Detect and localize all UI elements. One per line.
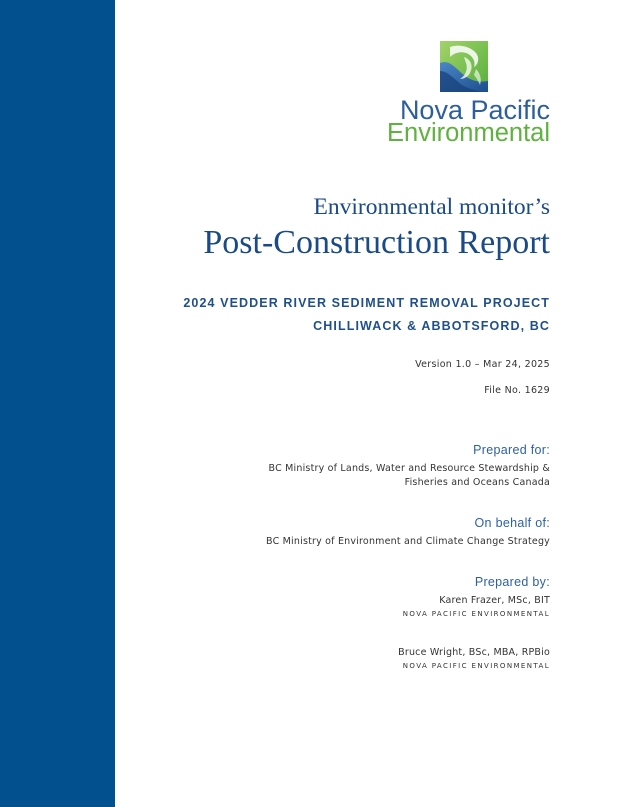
report-subtitle: Environmental monitor’s <box>313 194 550 220</box>
prepared-by-heading: Prepared by: <box>474 575 550 589</box>
prepared-for-line1: BC Ministry of Lands, Water and Resource Stewardship & <box>268 463 550 474</box>
prepared-for-heading: Prepared for: <box>473 443 550 457</box>
on-behalf-of-line1: BC Ministry of Environment and Climate Change Strategy <box>266 536 550 547</box>
project-name: 2024 VEDDER RIVER SEDIMENT REMOVAL PROJECT <box>183 296 550 310</box>
prepared-for-line2: Fisheries and Oceans Canada <box>404 477 550 488</box>
author-organization: NOVA PACIFIC ENVIRONMENTAL <box>402 662 550 670</box>
salmon-leaf-logo-icon <box>440 41 488 92</box>
version-date: Version 1.0 – Mar 24, 2025 <box>415 359 550 370</box>
sidebar-band <box>0 0 115 807</box>
author-name: Bruce Wright, BSc, MBA, RPBio <box>398 647 550 658</box>
logo-wordmark-line1: Nova Pacific <box>399 95 550 125</box>
file-number: File No. 1629 <box>484 385 550 396</box>
author-organization: NOVA PACIFIC ENVIRONMENTAL <box>402 610 550 618</box>
report-title: Post-Construction Report <box>203 224 550 261</box>
project-location: CHILLIWACK & ABBOTSFORD, BC <box>313 319 550 333</box>
author-name: Karen Frazer, MSc, BIT <box>439 595 550 606</box>
logo-wordmark-line2: Environmental <box>387 119 550 147</box>
on-behalf-of-heading: On behalf of: <box>474 516 550 530</box>
